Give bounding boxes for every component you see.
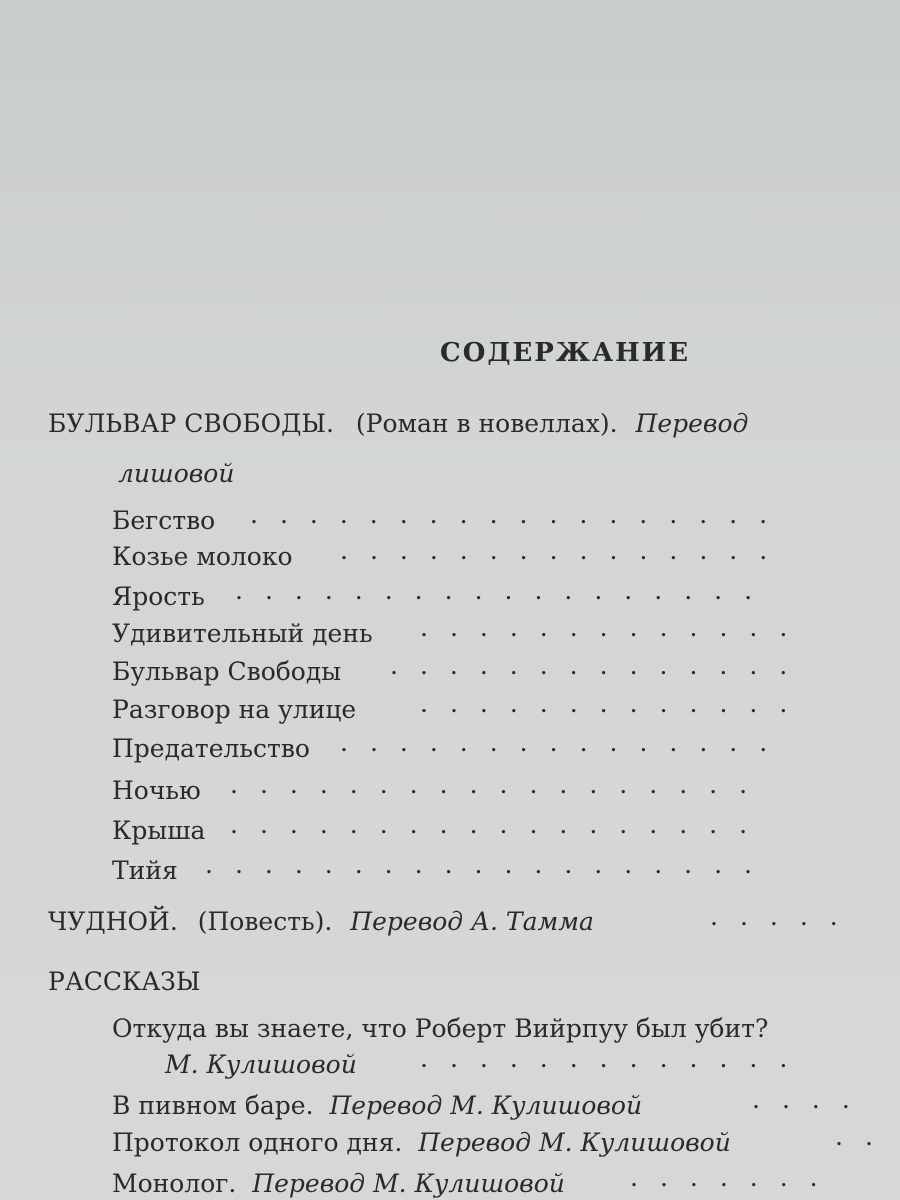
story-title: Протокол одного дня. <box>112 1128 403 1157</box>
leader-dots: ............. <box>420 1044 810 1073</box>
section-1-translator: Перевод <box>635 409 749 438</box>
toc-item: Ночью <box>112 776 201 805</box>
toc-item: Тийя <box>112 856 178 885</box>
toc-item: Бульвар Свободы <box>112 657 342 686</box>
leader-dots: ............... <box>340 728 790 757</box>
leader-dots: .................. <box>230 770 770 799</box>
leader-dots: ..... <box>710 902 860 931</box>
story-row <box>112 1168 565 1200</box>
story-title: Монолог. <box>112 1169 237 1198</box>
section-2-heading <box>48 906 594 938</box>
story-translator: Перевод М. Кулишовой <box>329 1091 643 1120</box>
story-row <box>112 1127 731 1159</box>
leader-dots: ............... <box>340 536 790 565</box>
leader-dots: ............. <box>420 613 810 642</box>
section-2-genre: (Повесть). <box>197 907 333 936</box>
story-title: Откуда вы знаете, что Роберт Вийрпуу был убит? <box>112 1014 769 1043</box>
toc-item: Крыша <box>112 816 206 845</box>
leader-dots: .................. <box>235 576 775 605</box>
section-1-heading <box>48 408 748 440</box>
toc-item: Бегство <box>112 506 216 535</box>
toc-item: Разговор на улице <box>112 695 357 724</box>
toc-item: Ярость <box>112 582 205 611</box>
contents-heading: СОДЕРЖАНИЕ <box>440 338 691 368</box>
leader-dots: .................. <box>250 500 790 529</box>
toc-item: Предательство <box>112 734 310 763</box>
leader-dots: ................... <box>205 850 774 879</box>
story-translator: Перевод М. Кулишовой <box>418 1128 731 1157</box>
section-3-title: РАССКАЗЫ <box>48 967 201 996</box>
section-1-genre: (Роман в новеллах). <box>355 409 618 438</box>
section-2-title: ЧУДНОЙ. <box>48 907 178 936</box>
leader-dots: .... <box>752 1085 872 1114</box>
section-1-translator-cont: лишовой <box>118 459 235 488</box>
leader-dots: ....... <box>630 1163 840 1192</box>
leader-dots: .............. <box>390 651 810 680</box>
toc-item: Удивительный день <box>112 619 373 648</box>
leader-dots: .................. <box>230 810 770 839</box>
story-row <box>112 1090 642 1122</box>
section-1-title: БУЛЬВАР СВОБОДЫ. <box>48 409 334 438</box>
leader-dots: .. <box>835 1122 895 1151</box>
leader-dots: ............. <box>420 689 810 718</box>
story-translator: Перевод М. Кулишовой <box>252 1169 565 1198</box>
story-translator: М. Кулишовой <box>165 1050 357 1079</box>
story-title: В пивном баре. <box>112 1091 314 1120</box>
section-2-translator: Перевод А. Тамма <box>350 907 594 936</box>
toc-item: Козье молоко <box>112 542 293 571</box>
